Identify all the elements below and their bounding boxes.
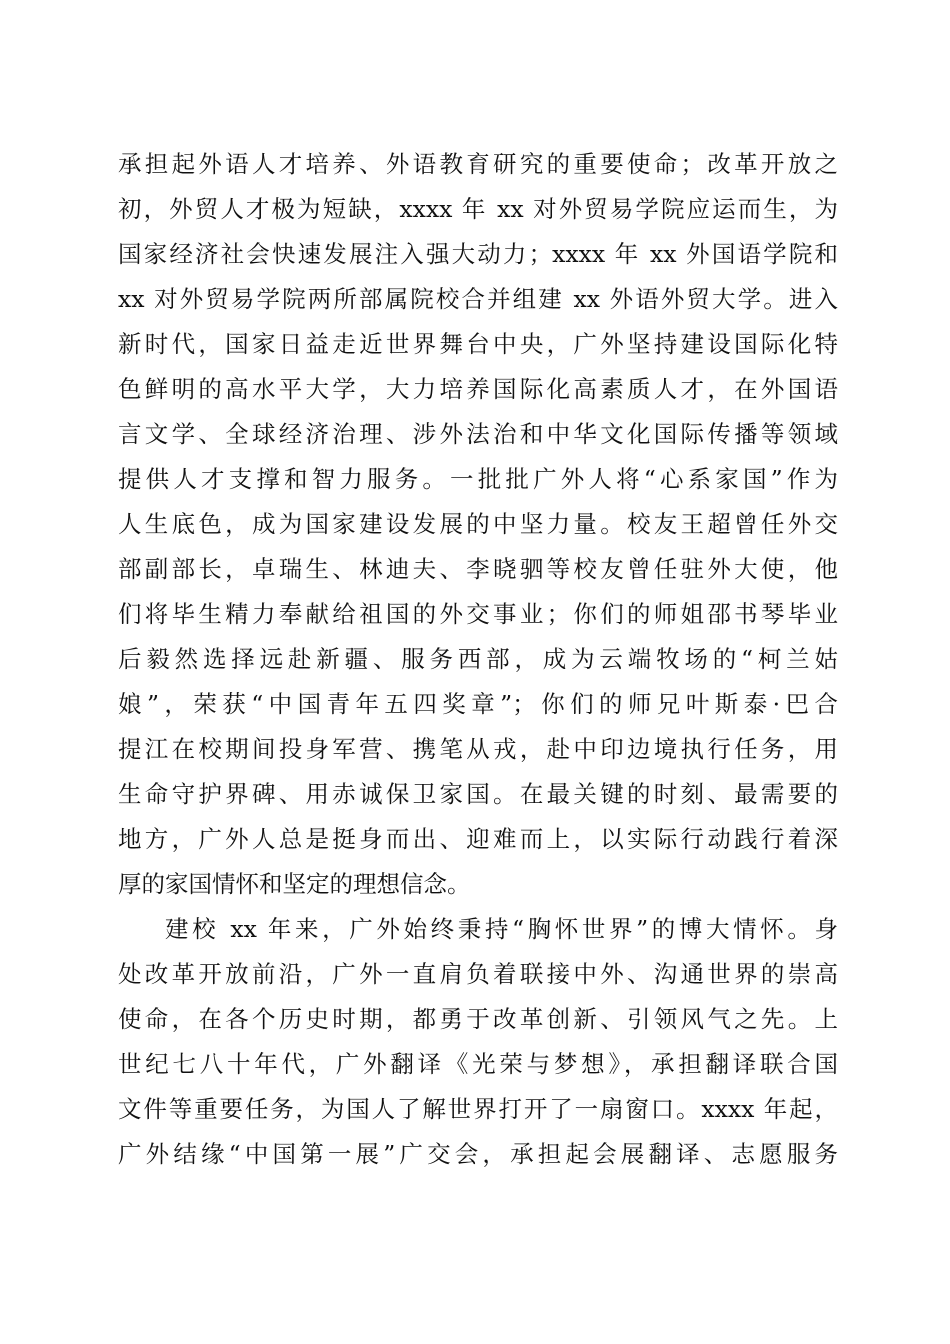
text-line: 娘”，荣获“中国青年五四奖章”；你们的师兄叶斯泰·巴合 [118,690,838,718]
text-line: 新时代，国家日益走近世界舞台中央，广外坚持建设国际化特 [118,330,838,358]
text-line: 承担起外语人才培养、外语教育研究的重要使命；改革开放之 [118,150,838,178]
text-line: 使命，在各个历史时期，都勇于改革创新、引领风气之先。上 [118,1005,838,1033]
text-line: xx 对外贸易学院两所部属院校合并组建 xx 外语外贸大学。进入 [118,285,838,313]
text-line: 国家经济社会快速发展注入强大动力；xxxx 年 xx 外国语学院和 [118,240,838,268]
text-line: 们将毕生精力奉献给祖国的外交事业；你们的师姐邵书琴毕业 [118,600,838,628]
text-line: 生命守护界碑、用赤诚保卫家国。在最关键的时刻、最需要的 [118,780,838,808]
paragraph-2 [118,907,838,1177]
text-line: 部副部长，卓瑞生、林迪夫、李晓驷等校友曾任驻外大使，他 [118,555,838,583]
text-line: 地方，广外人总是挺身而出、迎难而上，以实际行动践行着深 [118,825,838,853]
paragraph-1 [118,142,838,907]
text-line: 建校 xx 年来，广外始终秉持“胸怀世界”的博大情怀。身 [165,915,838,943]
text-line: 提供人才支撑和智力服务。一批批广外人将“心系家国”作为 [118,465,838,493]
text-line: 人生底色，成为国家建设发展的中坚力量。校友王超曾任外交 [118,510,838,538]
body-text [118,142,838,1177]
text-line: 世纪七八十年代，广外翻译《光荣与梦想》，承担翻译联合国 [118,1050,838,1078]
text-line: 广外结缘“中国第一展”广交会，承担起会展翻译、志愿服务 [118,1140,838,1168]
text-line: 处改革开放前沿，广外一直肩负着联接中外、沟通世界的崇高 [118,960,838,988]
text-line: 文件等重要任务，为国人了解世界打开了一扇窗口。xxxx 年起， [118,1095,838,1123]
text-line: 色鲜明的高水平大学，大力培养国际化高素质人才，在外国语 [118,375,838,403]
text-line: 厚的家国情怀和坚定的理想信念。 [118,870,471,898]
text-line: 言文学、全球经济治理、涉外法治和中华文化国际传播等领域 [118,420,838,448]
text-line: 初，外贸人才极为短缺，xxxx 年 xx 对外贸易学院应运而生，为 [118,195,838,223]
text-line: 提江在校期间投身军营、携笔从戎，赴中印边境执行任务，用 [118,735,838,763]
text-line: 后毅然选择远赴新疆、服务西部，成为云端牧场的“柯兰姑 [118,645,838,673]
